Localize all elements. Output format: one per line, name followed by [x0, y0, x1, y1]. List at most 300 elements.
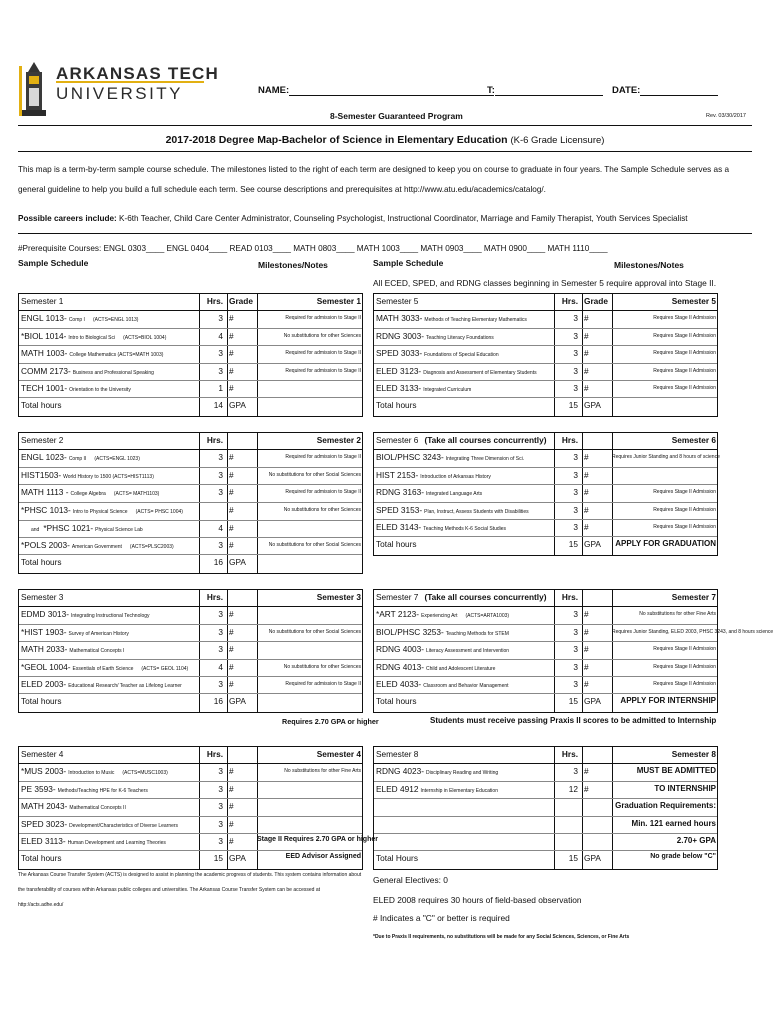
course-name: [376, 679, 551, 689]
t-line[interactable]: [495, 86, 603, 96]
milestone-semester-title: Semester 5: [671, 296, 716, 306]
course-row: [374, 677, 717, 694]
course-code: *PHSC 1021-: [43, 522, 94, 533]
course-title: Intro to Biological Sci: [68, 334, 116, 341]
course-row: [19, 450, 362, 467]
milestone-note: Requires Stage II Admission: [653, 663, 716, 670]
course-name: [376, 470, 551, 480]
total-hours-label: Total hours: [21, 853, 62, 864]
semester-title-text: Semester 4: [21, 749, 64, 759]
semester-title-text: Semester 6: [376, 435, 419, 445]
grade-field[interactable]: #: [584, 330, 589, 341]
semester-title: [376, 435, 554, 445]
course-name: [21, 627, 196, 637]
grade-field[interactable]: #: [584, 521, 589, 532]
grade-field[interactable]: #: [584, 313, 589, 324]
course-row: [19, 660, 362, 677]
course-name: [21, 766, 196, 776]
date-line[interactable]: [640, 86, 718, 96]
course-title: Comp I: [68, 317, 85, 324]
course-code: TECH 1001-: [21, 382, 68, 393]
course-row: [374, 642, 717, 659]
grade-field[interactable]: #: [229, 313, 234, 324]
course-hours: 3: [573, 348, 578, 359]
date-field[interactable]: [612, 85, 718, 96]
course-row: [374, 364, 717, 381]
course-hours: 3: [573, 452, 578, 463]
milestone-note: Requires Junior Standing, ELED 2003, PHSC 3243, and 8 hours science: [612, 628, 773, 635]
total-milestone: No grade below "C": [650, 853, 716, 861]
course-title: Plan, Instruct, Assess Students with Disabilities: [424, 508, 529, 515]
course-code: HIST 2153-: [376, 469, 419, 480]
course-code: MATH 3033-: [376, 313, 423, 324]
semester-title-note: (Take all courses concurrently): [424, 592, 547, 602]
course-row: [374, 485, 717, 502]
course-name: [21, 644, 196, 654]
grade-field[interactable]: #: [229, 382, 234, 393]
course-title: Physical Science Lab: [95, 526, 143, 533]
course-name: [376, 505, 551, 515]
course-title: Integrating Three Dimension of Sci.: [445, 456, 525, 463]
course-row: [19, 503, 362, 521]
acts-footnote: The Arkansas Course Transfer System (ACTS) is designed to assist in planning the academic progress of students. This system contains information about the transferability of courses within Arkansas public colleges and universities. The Arkansas Course Transfer System can be accessed at http://acts.adhe.edu/: [18, 872, 362, 908]
milestone-note: Requires Stage II Admission: [653, 315, 716, 322]
course-code: *ART 2123-: [376, 609, 420, 620]
course-hours: 4: [218, 522, 223, 533]
grade-field[interactable]: #: [229, 818, 234, 829]
grade-field[interactable]: #: [584, 365, 589, 376]
milestone-note: Required for admission to Stage II: [285, 367, 361, 374]
milestone-note: Required for admission to Stage II: [285, 454, 361, 461]
course-code: *PHSC 1013-: [21, 504, 71, 515]
logo-line-1: ARKANSAS TECH: [56, 64, 219, 83]
course-hours: 12: [568, 783, 578, 794]
hrs-header: Hrs.: [561, 435, 578, 445]
grade-field[interactable]: #: [229, 766, 234, 777]
milestone-note: No substitutions for other Sciences: [283, 663, 361, 670]
semester-title-text: Semester 8: [376, 749, 419, 759]
course-name: [376, 784, 551, 794]
semester-header-row: [374, 433, 717, 450]
course-title: Classroom and Behavior Management: [423, 682, 509, 689]
course-title: Orientation to the University: [69, 386, 131, 393]
course-code: ENGL 1023-: [21, 452, 67, 463]
course-name: [376, 348, 551, 358]
course-name: [21, 679, 196, 689]
course-name: [376, 801, 551, 811]
milestone-semester-title: Semester 8: [671, 749, 716, 759]
course-hours: 3: [218, 469, 223, 480]
grade-field[interactable]: #: [584, 644, 589, 655]
grade-field[interactable]: #: [584, 766, 589, 777]
course-name: [376, 609, 551, 619]
course-row: [374, 450, 720, 467]
gpa-label: GPA: [229, 853, 246, 864]
course-hours: 3: [218, 626, 223, 637]
milestone-semester-title: Semester 3: [316, 592, 361, 602]
course-row: [374, 799, 717, 816]
semester-title-note: (Take all courses concurrently): [424, 435, 547, 445]
course-hours: 3: [218, 766, 223, 777]
milestone-note: No substitutions for other Social Sciences: [268, 471, 361, 478]
total-hours-value: 16: [213, 696, 223, 707]
course-row: [19, 764, 362, 781]
course-code: PE 3593-: [21, 783, 56, 794]
course-row: [19, 799, 362, 816]
course-row: [19, 607, 362, 624]
hrs-header: Hrs.: [206, 592, 223, 602]
semester-6-box: [373, 432, 718, 556]
careers-line: [18, 214, 752, 223]
prerequisite-courses: #Prerequisite Courses: ENGL 0303____ ENGL 0404____ READ 0103____ MATH 0803____ MATH 1003____ MATH 0903____ MATH 0900____ MATH 1110____: [18, 244, 608, 253]
total-milestone: EED Advisor Assigned: [285, 853, 361, 861]
course-code: ELED 3143-: [376, 521, 422, 532]
course-name: [376, 487, 551, 497]
careers-rule: [18, 233, 752, 234]
grade-field[interactable]: #: [229, 365, 234, 376]
course-hours: 3: [573, 609, 578, 620]
course-hours: 3: [218, 783, 223, 794]
course-title: College Mathematics (ACTS=MATH 1003): [69, 352, 164, 359]
grade-field[interactable]: #: [229, 539, 234, 550]
milestone-note: Required for admission to Stage II: [285, 315, 361, 322]
grade-field[interactable]: #: [584, 626, 589, 637]
milestone-note: Requires Junior Standing and 8 hours of science: [612, 454, 720, 461]
course-hours: 3: [218, 818, 223, 829]
course-name: [376, 836, 551, 846]
header-rule-top: [18, 125, 752, 126]
course-name: [21, 487, 196, 497]
course-title: Comp II: [68, 456, 87, 463]
course-row: [19, 485, 362, 502]
semester-3-gpa-note: Requires 2.70 GPA or higher: [282, 717, 379, 726]
t-field[interactable]: [487, 85, 603, 96]
course-code: SPED 3153-: [376, 504, 423, 515]
grade-field[interactable]: #: [229, 452, 234, 463]
course-row: [374, 834, 717, 851]
grade-field[interactable]: #: [229, 469, 234, 480]
gpa-label: GPA: [584, 539, 601, 550]
course-row: [19, 364, 362, 381]
course-name: [376, 662, 551, 672]
total-hours-label: Total hours: [376, 539, 417, 550]
course-hours: 3: [573, 644, 578, 655]
total-hours-row: [19, 398, 362, 415]
grade-field[interactable]: #: [584, 783, 589, 794]
total-hours-label: Total hours: [21, 557, 62, 568]
general-electives: General Electives: 0: [373, 875, 448, 885]
milestone-note: Min. 121 earned hours: [631, 818, 716, 828]
course-name: [21, 505, 196, 515]
course-title: Methods of Teaching Elementary Mathematics: [424, 317, 527, 324]
course-row: [374, 782, 717, 799]
course-code: EDMD 3013-: [21, 609, 69, 620]
program-label: 8-Semester Guaranteed Program: [330, 111, 463, 121]
course-code: ELED 3133-: [376, 382, 422, 393]
course-code: RDNG 3003-: [376, 330, 424, 341]
milestone-note: Required for admission to Stage II: [285, 489, 361, 496]
milestone-note: No substitutions for other Sciences: [283, 332, 361, 339]
grade-field[interactable]: #: [229, 644, 234, 655]
semester-title-text: Semester 5: [376, 296, 419, 306]
course-title: Foundations of Special Education: [424, 352, 499, 359]
course-title: Teaching Methods K-6 Social Studies: [423, 525, 507, 532]
course-code: RDNG 4023-: [376, 766, 424, 777]
hrs-header: Hrs.: [206, 296, 223, 306]
course-hours: 3: [218, 678, 223, 689]
course-name: [21, 523, 196, 533]
grade-field[interactable]: #: [229, 487, 234, 498]
course-acts: (ACTS=BIOL 1004): [123, 334, 167, 341]
grade-field[interactable]: #: [229, 504, 234, 515]
hrs-header: Hrs.: [561, 749, 578, 759]
course-code: *GEOL 1004-: [21, 661, 71, 672]
course-row: [19, 625, 362, 642]
milestone-semester-title: Semester 6: [671, 435, 716, 445]
course-code: MATH 2033-: [21, 644, 68, 655]
course-hours: 1: [218, 382, 223, 393]
course-name: [21, 836, 196, 846]
stage-ii-approval-note: All ECED, SPED, and RDNG classes beginning in Semester 5 require approval into Stage II.: [373, 278, 717, 288]
course-code: ELED 3113-: [21, 835, 66, 846]
course-hours: 3: [218, 452, 223, 463]
course-acts: (ACTS=PLSC2003): [129, 543, 174, 550]
course-title: Business and Professional Speaking: [72, 369, 154, 376]
course-acts: (ACTS= MATH1103): [113, 491, 160, 498]
grade-field[interactable]: #: [229, 330, 234, 341]
semester-header-row: [19, 433, 362, 450]
course-code: SPED 3023-: [21, 818, 68, 829]
course-hours: 3: [573, 766, 578, 777]
course-name: [21, 366, 196, 376]
grade-field[interactable]: #: [229, 522, 234, 533]
milestone-note: Requires Stage II Admission: [653, 680, 716, 687]
milestone-semester-title: Semester 4: [316, 749, 361, 759]
course-hours: 3: [573, 504, 578, 515]
course-row: [19, 642, 362, 659]
course-name: [21, 819, 196, 829]
course-acts: (ACTS=ENGL 1013): [92, 317, 139, 324]
course-name: [21, 348, 196, 358]
course-title: Intro to Physical Science: [72, 508, 128, 515]
semester-header-row: [19, 747, 362, 764]
grade-requirement-note: # Indicates a "C" or better is required: [373, 913, 510, 923]
course-row: [19, 329, 362, 346]
course-hours: 3: [218, 365, 223, 376]
milestone-note: Requires Stage II Admission: [653, 350, 716, 357]
milestone-note: No substitutions for other Fine Arts: [284, 768, 361, 775]
milestone-note: Requires Stage II Admission: [653, 506, 716, 513]
course-hours: 3: [218, 801, 223, 812]
total-hours-value: 15: [213, 853, 223, 864]
total-hours-row: [374, 694, 717, 711]
title-main: 2017-2018 Degree Map-Bachelor of Science in Elementary Education: [165, 134, 508, 146]
milestone-note: No substitutions for other Sciences: [283, 506, 361, 513]
course-name: [376, 627, 551, 637]
course-acts: (ACTS= GEOL 1104): [141, 665, 189, 672]
course-hours: 4: [218, 330, 223, 341]
course-title: American Government: [71, 543, 122, 550]
name-field[interactable]: [258, 85, 494, 96]
semester-title: [21, 435, 196, 445]
course-hours: 3: [218, 313, 223, 324]
course-hours: 3: [573, 487, 578, 498]
course-hours: 4: [218, 661, 223, 672]
grade-field[interactable]: #: [584, 609, 589, 620]
grade-field[interactable]: #: [229, 609, 234, 620]
grade-field[interactable]: #: [584, 487, 589, 498]
course-code: ELED 2003-: [21, 678, 67, 689]
course-row: [19, 381, 362, 398]
grade-field[interactable]: #: [584, 504, 589, 515]
course-acts: (ACTS= PHSC 1004): [135, 508, 183, 515]
grade-field[interactable]: #: [229, 661, 234, 672]
total-hours-label: Total hours: [21, 400, 62, 411]
total-hours-label: Total hours: [376, 400, 417, 411]
milestone-note: No substitutions for other Social Sciences: [268, 541, 361, 548]
milestone-note: 2.70+ GPA: [676, 835, 716, 845]
grade-field[interactable]: #: [584, 452, 589, 463]
semester-header-row: [374, 590, 717, 607]
grade-field[interactable]: #: [584, 661, 589, 672]
course-title: Essentials of Earth Science: [72, 665, 134, 672]
hrs-header: Hrs.: [206, 749, 223, 759]
total-milestone: APPLY FOR GRADUATION: [615, 539, 716, 549]
hrs-header: Hrs.: [561, 296, 578, 306]
grade-field[interactable]: #: [584, 678, 589, 689]
course-name: [376, 819, 551, 829]
course-row: [374, 817, 717, 834]
milestone-note: Required for admission to Stage II: [285, 680, 361, 687]
gpa-label: GPA: [229, 557, 246, 568]
total-hours-row: [19, 555, 362, 572]
semester-title-text: Semester 2: [21, 435, 64, 445]
course-title: Development/Characteristics of Diverse Learners: [69, 822, 179, 829]
course-row: [19, 346, 362, 363]
course-title: Methods/Teaching HPE for K-6 Teachers: [57, 787, 148, 794]
revision-date: Rev. 03/30/2017: [706, 113, 746, 119]
course-acts: (ACTS=ARTA1003): [465, 613, 510, 620]
course-name: [376, 644, 551, 654]
grade-field[interactable]: #: [229, 626, 234, 637]
grade-header: Grade: [584, 296, 608, 306]
milestone-note: Requires Stage II Admission: [653, 384, 716, 391]
milestone-note: Requires Stage II Admission: [653, 367, 716, 374]
semester-header-row: [374, 294, 717, 311]
course-title: Teaching Literacy Foundations: [425, 334, 494, 341]
course-title: Integrated Curriculum: [423, 386, 472, 393]
milestone-note: Stage II Requires 2.70 GPA or higher: [257, 835, 378, 843]
left-sample-schedule-header: Sample Schedule: [18, 258, 89, 268]
name-line[interactable]: [289, 86, 494, 96]
course-row: [374, 311, 717, 328]
course-code: *MUS 2003-: [21, 766, 67, 777]
left-milestones-header: Milestones/Notes: [258, 260, 328, 270]
milestone-semester-title: Semester 7: [671, 592, 716, 602]
grade-field[interactable]: #: [584, 382, 589, 393]
course-row: [19, 538, 362, 555]
course-hours: 3: [218, 644, 223, 655]
course-name: [21, 383, 196, 393]
grade-field[interactable]: #: [229, 678, 234, 689]
course-name: [21, 540, 196, 550]
course-code: COMM 2173-: [21, 365, 71, 376]
total-hours-value: 15: [568, 853, 578, 864]
grade-field[interactable]: #: [229, 783, 234, 794]
course-title: Mathematical Concepts I: [69, 648, 125, 655]
milestone-semester-title: Semester 2: [316, 435, 361, 445]
grade-field[interactable]: #: [229, 801, 234, 812]
milestone-note: TO INTERNSHIP: [654, 783, 716, 793]
gpa-label: GPA: [584, 696, 601, 707]
semester-title: [376, 296, 551, 306]
grade-field[interactable]: #: [584, 348, 589, 359]
milestone-note: MUST BE ADMITTED: [636, 766, 716, 776]
grade-field[interactable]: #: [229, 348, 234, 359]
semester-7-box: [373, 589, 773, 713]
course-hours: 3: [573, 365, 578, 376]
course-hours: 3: [573, 678, 578, 689]
total-hours-row: [19, 694, 362, 711]
course-prefix: and: [31, 526, 40, 533]
course-row: [374, 660, 717, 677]
course-name: [376, 383, 551, 393]
course-name: [21, 331, 196, 341]
milestone-note: Graduation Requirements:: [615, 801, 716, 811]
course-row: [374, 329, 717, 346]
course-code: ELED 4912: [376, 783, 419, 794]
total-hours-row: [374, 398, 717, 415]
course-row: [374, 520, 717, 537]
semester-header-row: [19, 590, 362, 607]
total-hours-value: 15: [568, 400, 578, 411]
course-title: Human Development and Learning Theories: [67, 839, 166, 846]
right-milestones-header: Milestones/Notes: [614, 260, 684, 270]
logo-line-2: UNIVERSITY: [56, 84, 184, 103]
course-title: Mathematical Concepts II: [69, 805, 126, 812]
course-row: [19, 677, 362, 694]
course-code: BIOL/PHSC 3253-: [376, 626, 444, 637]
total-hours-label: Total hours: [376, 696, 417, 707]
total-hours-row: [374, 851, 717, 868]
milestone-note: No substitutions for other Social Sciences: [268, 628, 361, 635]
course-code: BIOL/PHSC 3243-: [376, 452, 444, 463]
intro-paragraph: This map is a term-by-term sample course schedule. The milestones listed to the right of each term are designed to keep you on course to graduate in four years. The Sample Schedule serves as a general guideline to help you build a full schedule each term. See course descriptions and prerequisites at http://www.atu.edu/academics/catalog/.: [18, 165, 730, 194]
hrs-header: Hrs.: [561, 592, 578, 602]
course-code: RDNG 4013-: [376, 661, 424, 672]
course-title: Introduction to Music: [68, 770, 115, 777]
course-hours: 3: [218, 348, 223, 359]
total-hours-value: 14: [213, 400, 223, 411]
gpa-label: GPA: [229, 696, 246, 707]
course-code: MATH 1113 -: [21, 487, 69, 498]
course-title: Internship in Elementary Education: [420, 787, 498, 794]
course-name: [21, 662, 196, 672]
grade-field[interactable]: #: [229, 835, 234, 846]
total-milestone: APPLY FOR INTERNSHIP: [620, 696, 716, 706]
course-name: [21, 784, 196, 794]
header-rule-bottom: [18, 151, 752, 152]
course-name: [376, 331, 551, 341]
semester-title: [21, 592, 196, 602]
course-acts: (ACTS=MUSC1003): [122, 770, 168, 777]
course-hours: 3: [218, 609, 223, 620]
careers-text: K-6th Teacher, Child Care Center Administrator, Counseling Psychologist, Instructional Coordinator, Marriage and Family Therapist, Youth Services Specialist: [119, 214, 688, 223]
total-hours-value: 15: [568, 696, 578, 707]
grade-field[interactable]: #: [584, 469, 589, 480]
course-hours: 3: [573, 469, 578, 480]
semester-header-row: [374, 747, 717, 764]
